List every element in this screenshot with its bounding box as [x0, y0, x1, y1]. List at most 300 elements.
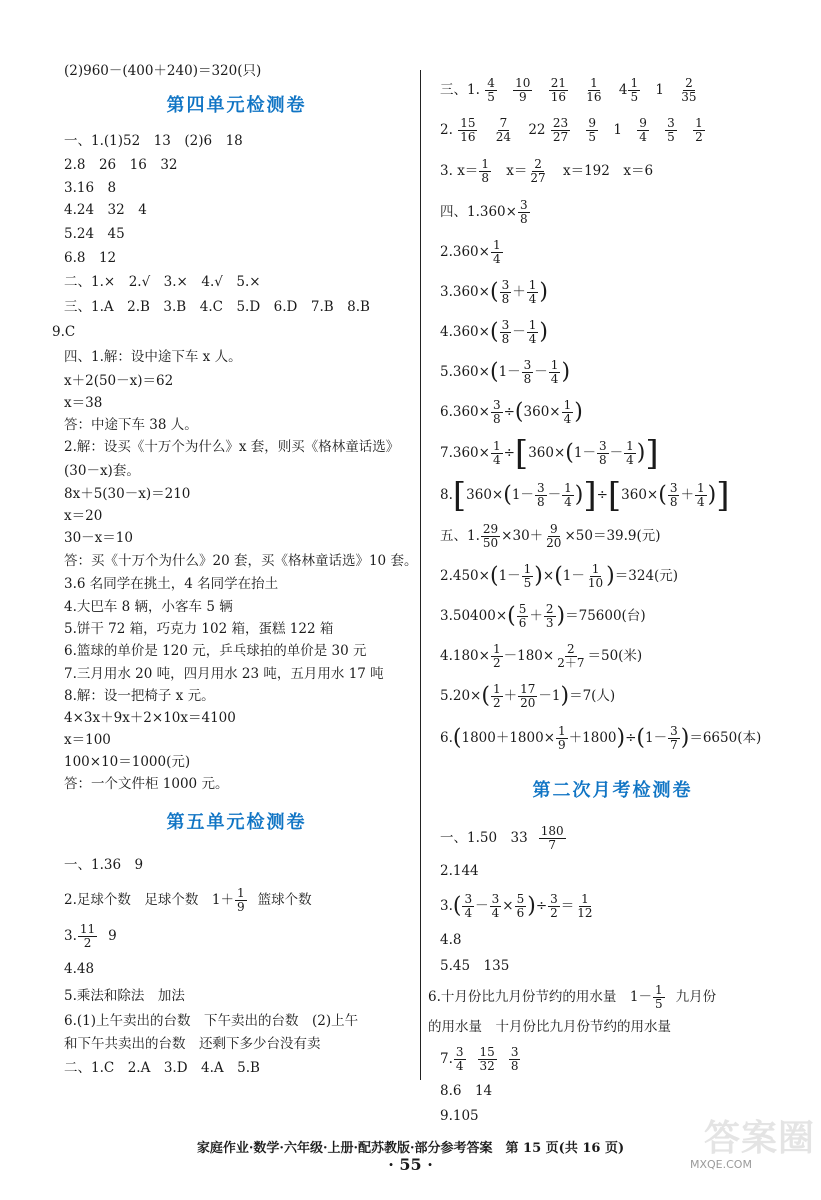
answer-line: 5.乘法和除法 加法 — [64, 988, 185, 1004]
denominator: 8 — [501, 292, 510, 306]
fraction — [500, 319, 512, 346]
operator: － — [547, 487, 562, 503]
numerator: 15 — [460, 116, 476, 130]
answer-line: x＋2(50－x)＝62 — [64, 373, 174, 389]
denominator: 8 — [510, 1059, 519, 1073]
numerator: 29 — [482, 522, 499, 536]
denominator: 8 — [501, 332, 510, 346]
answer-line: 2.8 26 16 32 — [64, 157, 178, 173]
numerator: 1 — [558, 724, 566, 738]
answer-label: 3. — [440, 163, 453, 179]
answer-line — [440, 232, 785, 272]
answer-line: 2.144 — [440, 863, 479, 879]
answer-text: ＝75600(台) — [565, 608, 646, 624]
denominator: 4 — [550, 372, 559, 386]
fraction — [522, 563, 534, 590]
numerator: 11 — [79, 922, 96, 936]
unit4-answers — [52, 128, 418, 795]
numerator: 1 — [626, 439, 634, 453]
denominator: 24 — [495, 130, 512, 144]
answer-text: 九月份 — [675, 989, 717, 1005]
answer-line: 答：中途下车 38 人。 — [64, 417, 198, 433]
fraction — [668, 482, 680, 509]
operator: 1－ — [498, 568, 521, 584]
answer-line: 5.饼干 72 箱，巧克力 102 箱，蛋糕 122 箱 — [64, 621, 334, 637]
operator: ÷ — [596, 487, 608, 503]
numerator: 3 — [536, 481, 545, 495]
answer-label: 五、1. — [440, 528, 480, 544]
fraction — [549, 77, 568, 104]
denominator: 6 — [518, 616, 527, 630]
unit5-title: 第五单元检测卷 — [166, 812, 307, 833]
answer-line — [428, 980, 785, 1014]
numerator: 4 — [487, 76, 495, 90]
operator: 360× — [621, 487, 659, 503]
numerator: 10 — [515, 76, 531, 90]
denominator: 16 — [586, 90, 602, 104]
denominator: 8 — [523, 372, 532, 386]
answer-line: 100×10＝1000(元) — [64, 754, 191, 770]
answer-line: x＝100 — [64, 732, 111, 748]
operator: ＋ — [503, 688, 518, 704]
numerator: 3 — [550, 892, 558, 906]
operator: 360× — [523, 404, 561, 420]
answer-line: 3.360×( $\frac{3}{8}$ ＋ $\frac{1}{4}$ ) — [440, 278, 548, 306]
top-line: (2)960－(400＋240)＝320(只) — [64, 63, 262, 79]
answer-line: 6.8 12 — [64, 250, 117, 266]
fraction — [490, 893, 502, 920]
answer-line — [440, 818, 785, 858]
denominator: 27 — [530, 171, 546, 185]
numerator: 1 — [630, 76, 639, 90]
fraction — [491, 239, 503, 266]
denominator: 4 — [464, 906, 473, 920]
answer-text: 篮球个数 — [257, 892, 312, 908]
denominator: 8 — [669, 495, 678, 509]
answer-line: 5.45 135 — [440, 958, 510, 974]
answer-line: 3.50400×( $\frac{5}{6}$ ＋ $\frac{2}{3}$ )＝75600(台) — [440, 602, 646, 630]
numerator: 3 — [501, 278, 510, 292]
answer-label: 2. — [440, 122, 453, 138]
answer-line — [440, 150, 785, 192]
numerator: 9 — [588, 116, 597, 130]
numerator: 3 — [510, 1045, 519, 1059]
operator: 1－ — [498, 364, 521, 380]
denominator: 4 — [626, 453, 634, 467]
answer-line — [440, 636, 785, 676]
answer-text: 1800＋1800× — [461, 730, 556, 746]
page-number: · 55 · — [388, 1155, 433, 1174]
numerator: 1 — [492, 238, 501, 252]
denominator: 9 — [558, 738, 566, 752]
operator: ＋ — [512, 284, 526, 300]
fraction — [624, 440, 636, 467]
fraction — [695, 482, 707, 509]
numerator: 3 — [598, 439, 607, 453]
fraction — [517, 603, 529, 630]
numerator: 1 — [492, 682, 501, 696]
numerator: 9 — [549, 522, 558, 536]
answer-text: ×50＝39.9(元) — [564, 528, 661, 544]
answer-text: ＝7(人) — [569, 688, 616, 704]
denominator: 27 — [552, 130, 569, 144]
answer-line: 8.[360×(1－ $\frac{3}{8}$ － $\frac{1}{4}$ )]÷[360×( $\frac{3}{8}$ ＋ $\frac{1}{4}$ )] — [440, 475, 730, 516]
answer-line: x＝20 — [64, 508, 103, 524]
answer-text: 6.十月份比九月份节约的用水量 1－ — [428, 989, 652, 1005]
denominator: 2 — [492, 656, 501, 670]
denominator: 4 — [492, 252, 501, 266]
answer-line: 一、1.(1)52 13 (2)6 18 — [64, 133, 243, 149]
numerator: 3 — [464, 892, 473, 906]
mixed-whole: 4 — [618, 82, 628, 98]
denominator: 20 — [546, 536, 562, 550]
answer-line: 7.三月用水 20 吨，四月用水 23 吨，五月用水 17 吨 — [64, 666, 384, 682]
denominator: 5 — [487, 90, 495, 104]
numerator: 2 — [545, 602, 554, 616]
denominator: 2 — [83, 936, 92, 950]
answer-line: 9.C — [52, 324, 76, 340]
answer-text: ＝324(元) — [614, 568, 679, 584]
answer-text: 2.足球个数 足球个数 1＋ — [64, 892, 234, 908]
fraction — [562, 482, 574, 509]
denominator: 16 — [550, 90, 566, 104]
answer-text: 1 — [613, 122, 622, 138]
fraction — [575, 893, 594, 920]
denominator: 8 — [598, 453, 607, 467]
answer-line: 2.450×(1－ $\frac{1}{5}$ )×(1－ $\frac{1}{10}$ )＝324(元) — [440, 562, 679, 590]
answer-line: 3.( $\frac{3}{4}$ － $\frac{3}{4}$ × $\frac{5}{6}$ )÷ $\frac{3}{2}$ ＝ $\frac{1}{12}$ — [440, 892, 593, 920]
answer-label: 6. — [440, 730, 453, 746]
denominator: 32 — [479, 1059, 495, 1073]
operator: ÷ — [503, 404, 515, 420]
denominator: 4 — [639, 130, 647, 144]
numerator: 23 — [552, 116, 569, 130]
fraction — [522, 359, 534, 386]
answer-line: 5.20×( $\frac{1}{2}$ ＋ $\frac{17}{20}$ －1)＝7(人) — [440, 682, 616, 710]
denominator: 12 — [577, 906, 593, 920]
denominator: 3 — [545, 616, 554, 630]
fraction — [586, 563, 605, 590]
numerator: 1 — [564, 481, 572, 495]
denominator: 4 — [491, 906, 500, 920]
answer-text: x＝192 x＝6 — [562, 163, 654, 179]
left-column — [52, 62, 418, 1080]
numerator: 5 — [516, 892, 525, 906]
right-column — [428, 70, 785, 1128]
fraction — [458, 117, 477, 144]
denominator: 8 — [481, 171, 489, 185]
answer-line: 答：一个文件柜 1000 元。 — [64, 776, 229, 792]
answer-text: ×30＋ — [501, 528, 544, 544]
answer-line: (30－x)套。 — [64, 463, 140, 479]
watermark-logo: 答案圈 — [704, 1118, 816, 1159]
numerator: 1 — [696, 481, 705, 495]
fraction — [478, 1046, 497, 1073]
fraction — [500, 279, 512, 306]
unit5-answers — [64, 847, 409, 1080]
denominator: 4 — [528, 332, 537, 346]
operator: 1－ — [645, 730, 668, 746]
answer-line — [440, 1040, 785, 1078]
numerator: 3 — [501, 318, 510, 332]
answer-line: 9.105 — [440, 1108, 479, 1124]
numerator: 1 — [492, 642, 501, 656]
operator: ÷ — [625, 730, 637, 746]
answer-line: 4.8 — [440, 932, 462, 948]
answer-text: ＝50(米) — [587, 648, 643, 664]
fraction — [462, 893, 474, 920]
answer-text: 一、1.50 33 — [440, 830, 528, 846]
fraction — [528, 158, 547, 185]
numerator: 1 — [581, 892, 589, 906]
answer-text: 1 — [655, 82, 664, 98]
answer-line — [440, 516, 785, 556]
fraction — [491, 643, 503, 670]
answer-line: 2.解：设买《十万个为什么》x 套，则买《格林童话选》 — [64, 439, 400, 455]
answer-text: x＝ — [506, 163, 528, 179]
denominator: 10 — [587, 576, 604, 590]
answer-label: 7.360× — [440, 445, 490, 461]
column-divider — [420, 70, 421, 1080]
fraction — [78, 923, 97, 950]
operator: － — [512, 324, 526, 340]
denominator: 5 — [523, 576, 532, 590]
answer-line: 一、1.36 9 — [64, 857, 144, 873]
operator: － — [609, 445, 624, 461]
fraction — [548, 893, 560, 920]
fraction — [584, 77, 603, 104]
numerator: 1 — [236, 886, 245, 900]
denominator: 5 — [630, 90, 639, 104]
fraction — [653, 984, 665, 1011]
operator: ＋ — [680, 487, 694, 503]
denominator: 50 — [482, 536, 499, 550]
answer-label: 2.450× — [440, 568, 490, 584]
answer-line: 5.360×(1－ $\frac{3}{8}$ － $\frac{1}{4}$ ) — [440, 358, 571, 386]
answer-label: 三、1. — [440, 82, 480, 98]
answer-label: 3. — [440, 898, 453, 914]
fraction — [551, 117, 570, 144]
numerator: 1 — [550, 358, 559, 372]
answer-line: 二、1.× 2.√ 3.× 4.√ 5.× — [64, 274, 261, 290]
fraction — [491, 440, 503, 467]
answer-line: 5.24 45 — [64, 226, 125, 242]
answer-line: 6.360× $\frac{3}{8}$ ÷(360× $\frac{1}{4}$ ) — [440, 398, 583, 426]
operator: 1－ — [511, 487, 534, 503]
fraction — [535, 482, 547, 509]
answer-label: 2.360× — [440, 244, 490, 260]
fraction — [491, 683, 503, 710]
numerator: 1 — [528, 278, 537, 292]
numerator: 180 — [540, 824, 564, 838]
answer-line: 4.24 32 4 — [64, 202, 147, 218]
fraction — [562, 399, 574, 426]
answer-line: 三、1.A 2.B 3.B 4.C 5.D 6.D 7.B 8.B — [64, 299, 370, 315]
answer-line: 3.6 名同学在挑土，4 名同学在抬土 — [64, 576, 279, 592]
denominator: 4 — [492, 453, 501, 467]
answer-label: 8. — [440, 487, 453, 503]
answer-line: 答：买《十万个为什么》20 套，买《格林童话选》10 套。 — [64, 553, 418, 569]
answer-label: 4.360× — [440, 324, 490, 340]
fraction — [693, 117, 705, 144]
numerator: 1 — [492, 439, 501, 453]
fraction — [518, 199, 530, 226]
answer-line — [440, 70, 785, 110]
answer-text: ＝6650(本) — [689, 730, 762, 746]
fraction — [481, 523, 500, 550]
operator: ÷ — [503, 445, 515, 461]
fraction — [515, 893, 527, 920]
numerator: 2 — [567, 642, 575, 656]
denominator: 4 — [564, 495, 572, 509]
numerator: 1 — [590, 76, 598, 90]
answer-text: 3. — [64, 928, 77, 944]
numerator: 1 — [695, 116, 703, 130]
answer-label: 5.20× — [440, 688, 482, 704]
numerator: 9 — [639, 116, 647, 130]
denominator: 4 — [563, 412, 572, 426]
answer-label: 3.50400× — [440, 608, 508, 624]
numerator: 1 — [591, 562, 600, 576]
answer-line: 4×3x＋9x＋2×10x＝4100 — [64, 710, 236, 726]
answer-line: 3.16 8 — [64, 180, 117, 196]
operator: － — [534, 364, 548, 380]
answer-line: 4.大巴车 8 辆，小客车 5 辆 — [64, 599, 233, 615]
denominator: 8 — [536, 495, 545, 509]
answer-text: ＋1800 — [568, 730, 617, 746]
denominator: 2 — [550, 906, 558, 920]
answer-line — [64, 917, 409, 955]
answer-line: 四、1.解：设中途下车 x 人。 — [64, 349, 242, 365]
denominator: 5 — [654, 997, 663, 1011]
answer-line: 的用水量 十月份比九月份节约的用水量 — [428, 1019, 671, 1035]
denominator: 5 — [667, 130, 675, 144]
numerator: 17 — [520, 682, 536, 696]
numerator: 21 — [550, 76, 566, 90]
answer-line: 7.360× $\frac{1}{4}$ ÷[360×(1－ $\frac{3}{8}$ － $\frac{1}{4}$ )] — [440, 433, 659, 474]
numerator: 3 — [491, 892, 500, 906]
fraction — [513, 77, 532, 104]
answer-line: 8x＋5(30－x)＝210 — [64, 486, 191, 502]
denominator: 4 — [455, 1059, 464, 1073]
answer-label: 5.360× — [440, 364, 490, 380]
answer-line: 6.(1800＋1800× $\frac{1}{9}$ ＋1800)÷(1－ $\frac{3}{7}$ )＝6650(本) — [440, 724, 762, 752]
fraction — [527, 279, 539, 306]
numerator: 3 — [523, 358, 532, 372]
fraction — [679, 77, 698, 104]
operator: ＋ — [529, 608, 543, 624]
answer-label: 3.360× — [440, 284, 490, 300]
numerator: 3 — [455, 1045, 464, 1059]
answer-line: 8.6 14 — [440, 1083, 493, 1099]
operator: 1－ — [573, 445, 596, 461]
numerator: 2 — [685, 76, 693, 90]
numerator: 7 — [499, 116, 508, 130]
denominator: 8 — [519, 212, 528, 226]
answer-line: 30－x＝10 — [64, 530, 133, 546]
answer-line: 4.360×( $\frac{3}{8}$ － $\frac{1}{4}$ ) — [440, 318, 548, 346]
fraction — [549, 359, 561, 386]
answer-line: 4.48 — [64, 961, 95, 977]
answer-label: 四、1.360× — [440, 204, 517, 220]
answer-line — [440, 192, 785, 232]
fraction — [479, 158, 491, 185]
fraction — [556, 725, 568, 752]
fraction — [586, 117, 598, 144]
denominator: 2＋7 — [557, 656, 585, 670]
denominator: 8 — [492, 412, 501, 426]
denominator: 9 — [518, 90, 527, 104]
fraction — [637, 117, 649, 144]
denominator: 4 — [528, 292, 537, 306]
page-footer: 家庭作业·数学·六年级·上册·配苏教版·部分参考答案 第 15 页(共 16 页) — [196, 1141, 625, 1156]
denominator: 6 — [516, 906, 525, 920]
answer-text: x＝ — [457, 163, 479, 179]
numerator: 1 — [528, 318, 537, 332]
fraction — [509, 1046, 521, 1073]
answer-line: 8.解：设一把椅子 x 元。 — [64, 688, 215, 704]
numerator: 3 — [669, 481, 678, 495]
fraction — [494, 117, 513, 144]
fraction — [555, 643, 586, 670]
operator: 1－ — [562, 568, 585, 584]
numerator: 15 — [479, 1045, 495, 1059]
exam2-title: 第二次月考检测卷 — [532, 780, 693, 801]
answer-line — [440, 110, 785, 150]
answer-line: 6.(1)上午卖出的台数 下午卖出的台数 (2)上午 — [64, 1013, 359, 1029]
fraction — [527, 319, 539, 346]
numerator: 3 — [670, 724, 678, 738]
answer-line — [64, 883, 409, 917]
denominator: 5 — [588, 130, 597, 144]
denominator: 35 — [681, 90, 697, 104]
answer-text: －180× — [503, 648, 555, 664]
fraction — [668, 725, 680, 752]
answer-label: 7. — [440, 1051, 453, 1067]
denominator: 20 — [520, 696, 536, 710]
fraction — [518, 683, 537, 710]
answer-text: 9 — [108, 928, 117, 944]
unit4-title: 第四单元检测卷 — [166, 95, 307, 116]
fraction — [544, 523, 563, 550]
numerator: 5 — [518, 602, 527, 616]
denominator: 9 — [236, 900, 245, 914]
denominator: 2 — [492, 696, 501, 710]
numerator: 3 — [519, 198, 528, 212]
answer-line: 二、1.C 2.A 3.D 4.A 5.B — [64, 1060, 260, 1076]
fraction — [544, 603, 556, 630]
numerator: 3 — [667, 116, 675, 130]
fraction — [597, 440, 609, 467]
numerator: 1 — [523, 562, 532, 576]
answer-label: 4.180× — [440, 648, 490, 664]
fraction — [491, 399, 503, 426]
numerator: 1 — [563, 398, 572, 412]
watermark-text: MXQE.COM — [690, 1158, 752, 1171]
answer-label: 6.360× — [440, 404, 490, 420]
numerator: 1 — [481, 157, 489, 171]
numerator: 1 — [654, 983, 663, 997]
fraction — [485, 77, 497, 104]
fraction — [665, 117, 677, 144]
denominator: 7 — [670, 738, 678, 752]
answer-line: 和下午共卖出的台数 还剩下多少台没有卖 — [64, 1036, 321, 1052]
fraction — [235, 887, 247, 914]
denominator: 2 — [695, 130, 703, 144]
numerator: 2 — [534, 157, 542, 171]
fraction — [454, 1046, 466, 1073]
fraction — [539, 825, 566, 852]
